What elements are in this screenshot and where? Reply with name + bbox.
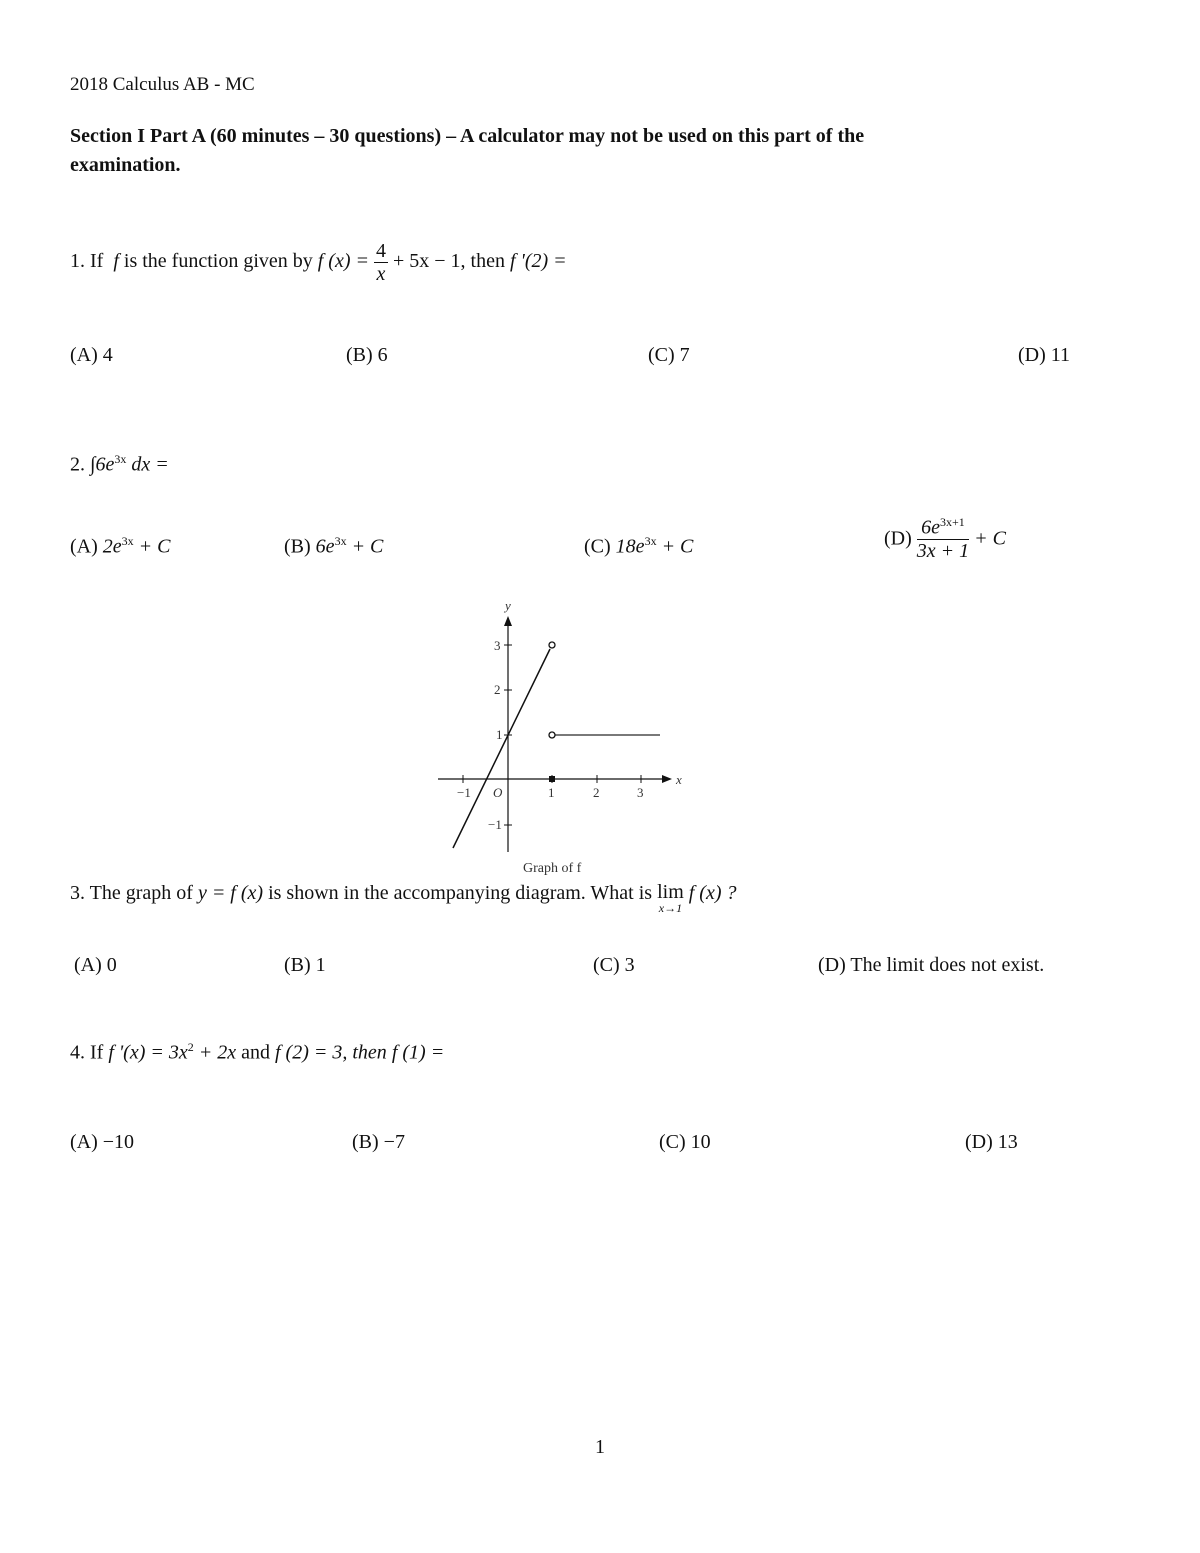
- graph-caption: Graph of f: [523, 861, 582, 876]
- exponent: 3x: [644, 534, 657, 548]
- choice-3b[interactable]: (B) 1: [284, 954, 326, 976]
- choice-math: + C: [974, 527, 1006, 550]
- y-tick-label: −1: [488, 817, 502, 832]
- choice-1d[interactable]: (D) 11: [1018, 344, 1071, 366]
- numerator: 4: [376, 240, 386, 262]
- choice-label: (A): [70, 535, 98, 558]
- open-point: [549, 732, 555, 738]
- filled-point: [549, 776, 555, 782]
- q-text: f: [113, 250, 119, 273]
- choice-1b[interactable]: (B) 6: [346, 344, 388, 366]
- choice-4b[interactable]: (B) −7: [352, 1131, 405, 1153]
- question-1: [70, 240, 567, 285]
- choice-math: 2e: [102, 535, 122, 558]
- question-3: [70, 882, 737, 914]
- choice-4a[interactable]: (A) −10: [70, 1131, 135, 1153]
- choice-label: (B): [284, 535, 311, 558]
- exponent: 3x: [114, 452, 127, 466]
- q-text: The graph of: [89, 882, 193, 904]
- q-math: y = f (x): [197, 882, 264, 904]
- q-text: and: [241, 1041, 270, 1064]
- graph-of-f: [420, 590, 700, 880]
- q-num: 2.: [70, 453, 85, 476]
- q-math: ∫6e: [90, 453, 115, 476]
- section-heading-line1: Section I Part A (60 minutes – 30 questions) – A calculator may not be used on this part of the: [70, 125, 865, 147]
- choice-1a[interactable]: (A) 4: [70, 344, 113, 366]
- choice-3d[interactable]: (D) The limit does not exist.: [818, 954, 1045, 976]
- page-number: 1: [595, 1436, 605, 1458]
- choice-2b[interactable]: [284, 534, 383, 559]
- choice-math: 18e: [615, 535, 645, 558]
- x-tick-label: −1: [457, 785, 471, 800]
- y-tick-label: 3: [494, 638, 501, 653]
- q-math: + 5x − 1, then: [393, 250, 505, 273]
- q-math: dx =: [131, 453, 169, 476]
- choice-1c[interactable]: (C) 7: [648, 344, 690, 366]
- choice-3c[interactable]: (C) 3: [593, 954, 635, 976]
- q-math: f (2) = 3, then: [275, 1041, 387, 1064]
- choice-2d[interactable]: [884, 516, 1006, 562]
- q-math: f (x) =: [317, 250, 369, 273]
- fraction: [374, 240, 388, 285]
- choice-math: + C: [661, 535, 694, 558]
- q-num: 3.: [70, 882, 85, 904]
- choice-math: 6e: [921, 516, 940, 539]
- question-2: [70, 452, 169, 477]
- choice-math: + C: [138, 535, 171, 558]
- limit: [657, 882, 684, 914]
- origin-label: O: [493, 785, 503, 800]
- choice-4c[interactable]: (C) 10: [659, 1131, 711, 1153]
- open-point: [549, 642, 555, 648]
- q-num: 1.: [70, 250, 85, 273]
- exponent: 3x+1: [940, 515, 965, 529]
- choice-math: + C: [351, 535, 384, 558]
- q-math: f '(x) = 3x: [108, 1041, 188, 1064]
- y-tick-label: 2: [494, 682, 501, 697]
- y-tick-label: 1: [496, 727, 503, 742]
- section-heading-line2: examination.: [70, 154, 181, 176]
- choice-2a[interactable]: [70, 534, 171, 559]
- exponent: 3x: [121, 534, 134, 548]
- choice-2c[interactable]: [584, 534, 693, 559]
- choice-math: 6e: [315, 535, 335, 558]
- q-text: If: [90, 250, 104, 273]
- x-tick-label: 2: [593, 785, 600, 800]
- q-text: is the function given by: [123, 250, 313, 273]
- choice-label: (C): [584, 535, 611, 558]
- exponent: 2: [187, 1040, 194, 1054]
- choice-3a[interactable]: (A) 0: [74, 954, 117, 976]
- q-math: f (x) ?: [688, 882, 737, 904]
- q-math: f (1) =: [391, 1041, 445, 1064]
- y-axis-label: y: [505, 598, 511, 613]
- x-axis-label: x: [676, 772, 682, 787]
- exponent: 3x: [334, 534, 347, 548]
- denominator: 3x + 1: [916, 539, 970, 562]
- x-tick-label: 3: [637, 785, 644, 800]
- q-text: is shown in the accompanying diagram. What is: [268, 882, 653, 904]
- page-header: 2018 Calculus AB - MC: [70, 74, 255, 95]
- x-axis-arrow: [662, 775, 672, 783]
- fraction: [917, 516, 969, 562]
- denominator: x: [376, 263, 386, 285]
- q-text: If: [90, 1041, 104, 1064]
- q-num: 4.: [70, 1041, 85, 1064]
- lim-subscript: x→1: [658, 901, 683, 915]
- q-math: f '(2) =: [510, 250, 567, 273]
- numerator: [917, 516, 969, 540]
- q-math: + 2x: [198, 1041, 237, 1064]
- y-axis-arrow: [504, 616, 512, 626]
- x-tick-label: 1: [548, 785, 555, 800]
- choice-label: (D): [884, 527, 912, 550]
- question-4: [70, 1040, 444, 1065]
- lim-text: lim: [657, 881, 684, 903]
- choice-4d[interactable]: (D) 13: [965, 1131, 1018, 1153]
